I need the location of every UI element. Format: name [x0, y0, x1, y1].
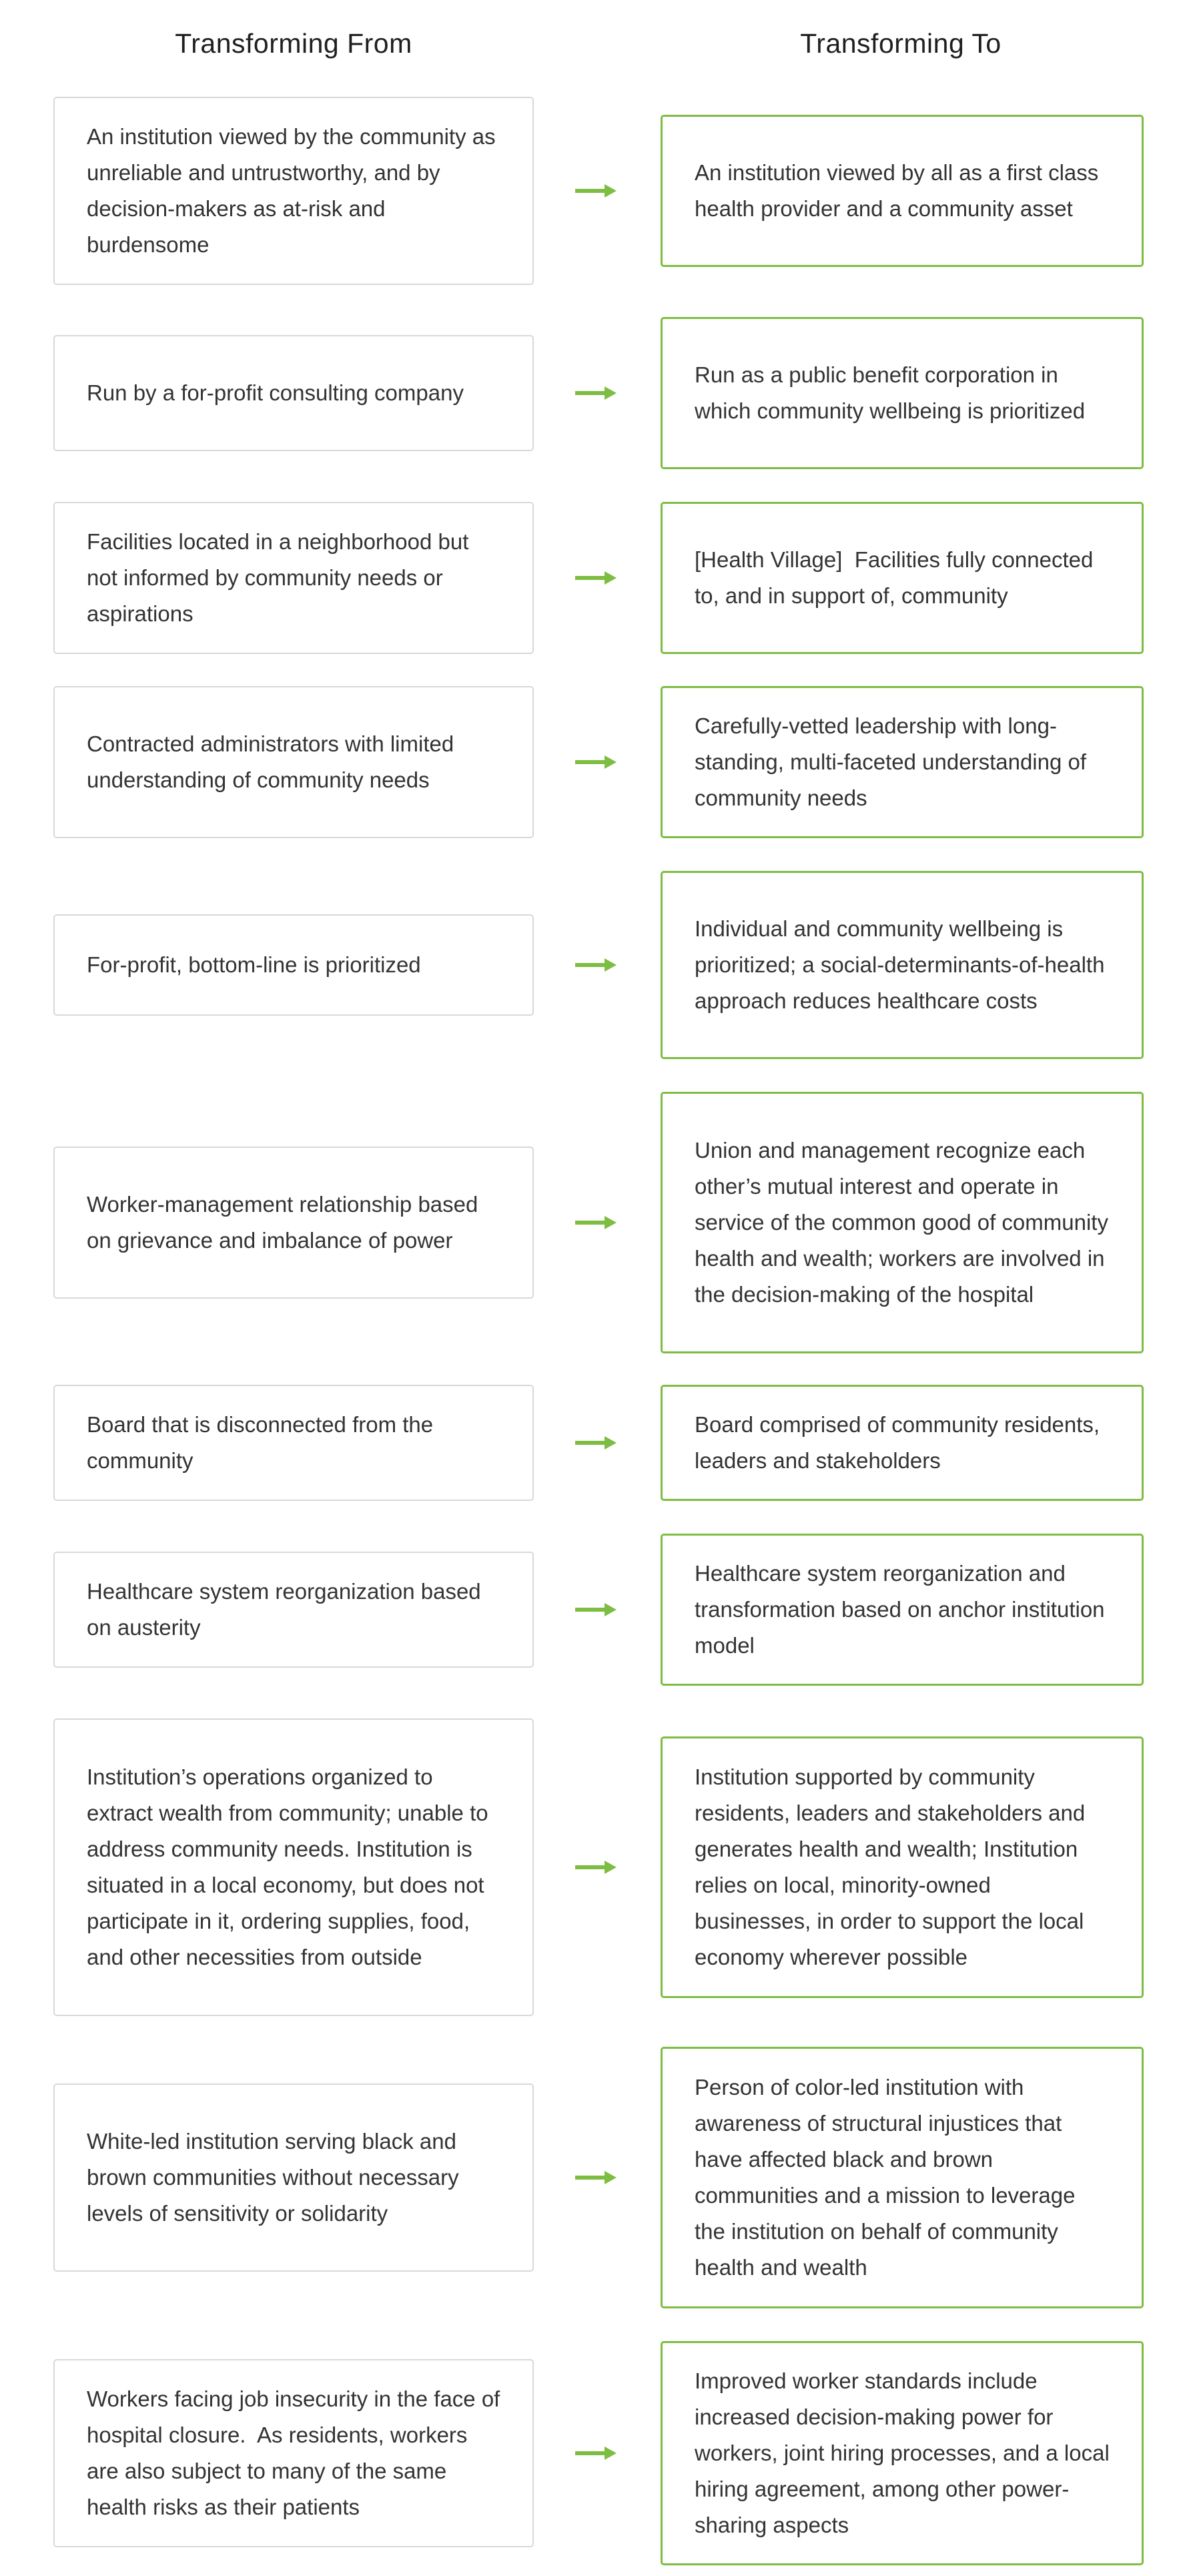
to-box	[661, 871, 1144, 1059]
from-box	[53, 2083, 534, 2272]
heading-transforming-to: Transforming To	[800, 28, 1002, 59]
heading-transforming-from: Transforming From	[175, 28, 412, 59]
from-text: Workers facing job insecurity in the face of hospital closure. As residents, workers are also subject to many of the same health risks as their patients	[87, 2386, 506, 2519]
to-box	[661, 1385, 1144, 1501]
to-text: Carefully-vetted leadership with long-standing, multi-faceted understanding of community needs	[695, 713, 1093, 810]
to-text: Run as a public benefit corporation in which community wellbeing is prioritized	[695, 362, 1086, 423]
from-text: White-led institution serving black and brown communities without necessary levels of sensitivity or solidarity	[87, 2129, 465, 2226]
to-box	[661, 686, 1144, 838]
to-box	[661, 2047, 1144, 2308]
to-text: Institution supported by community residents, leaders and stakeholders and generates health and wealth; Institution relies on local, minority-owned businesses, in order to support the local economy wherever possible	[695, 1764, 1092, 1969]
from-text: Contracted administrators with limited understanding of community needs	[87, 731, 460, 792]
arrow-right-icon	[574, 1601, 618, 1618]
from-text: For-profit, bottom-line is prioritized	[87, 952, 421, 977]
to-text: Healthcare system reorganization and transformation based on anchor institution model	[695, 1561, 1111, 1658]
to-box	[661, 2341, 1144, 2565]
to-text: Board comprised of community residents, leaders and stakeholders	[695, 1412, 1106, 1473]
from-text: Worker-management relationship based on grievance and imbalance of power	[87, 1192, 484, 1253]
arrow-right-icon	[574, 1214, 618, 1231]
from-box	[53, 502, 534, 654]
arrow-right-icon	[574, 1434, 618, 1452]
arrow-right-icon	[574, 1859, 618, 1876]
to-text: [Health Village] Facilities fully connected to, and in support of, community	[695, 547, 1100, 608]
from-box	[53, 914, 534, 1016]
to-text: Improved worker standards include increased decision-making power for workers, joint hiring processes, and a local hiring agreement, among other power-sharing aspects	[695, 2368, 1116, 2537]
from-box	[53, 1385, 534, 1501]
from-text: An institution viewed by the community as unreliable and untrustworthy, and by decision-makers as at-risk and burdensome	[87, 124, 502, 257]
from-box	[53, 1552, 534, 1668]
to-text: Union and management recognize each other’s mutual interest and operate in service of the common good of community health and wealth; workers are involved in the decision-making of the hospital	[695, 1138, 1115, 1307]
from-box	[53, 335, 534, 451]
to-box	[661, 502, 1144, 654]
to-box	[661, 1736, 1144, 1998]
from-box	[53, 1147, 534, 1299]
to-text: An institution viewed by all as a first class health provider and a community asset	[695, 160, 1105, 221]
from-text: Facilities located in a neighborhood but not informed by community needs or aspirations	[87, 529, 475, 626]
to-text: Individual and community wellbeing is prioritized; a social-determinants-of-health approach reduces healthcare costs	[695, 916, 1111, 1013]
to-box	[661, 317, 1144, 469]
to-box	[661, 115, 1144, 267]
from-box	[53, 2359, 534, 2547]
from-text: Run by a for-profit consulting company	[87, 380, 464, 405]
arrow-right-icon	[574, 569, 618, 587]
arrow-right-icon	[574, 182, 618, 200]
from-text: Institution’s operations organized to extract wealth from community; unable to address community needs. Institution is situated in a local economy, but does not participate in it, ordering supplies, food, and other necessities from outside	[87, 1764, 494, 1969]
arrow-right-icon	[574, 753, 618, 771]
to-text: Person of color-led institution with awareness of structural injustices that have affected black and brown communities and a mission to leverage the institution on behalf of community health and wealth	[695, 2075, 1082, 2280]
from-box	[53, 97, 534, 285]
from-box	[53, 686, 534, 838]
arrow-right-icon	[574, 956, 618, 974]
from-text: Healthcare system reorganization based on austerity	[87, 1579, 487, 1640]
to-box	[661, 1534, 1144, 1686]
arrow-right-icon	[574, 384, 618, 402]
from-text: Board that is disconnected from the community	[87, 1412, 440, 1473]
arrow-right-icon	[574, 2169, 618, 2186]
arrow-right-icon	[574, 2445, 618, 2462]
to-box	[661, 1092, 1144, 1353]
from-box	[53, 1718, 534, 2016]
